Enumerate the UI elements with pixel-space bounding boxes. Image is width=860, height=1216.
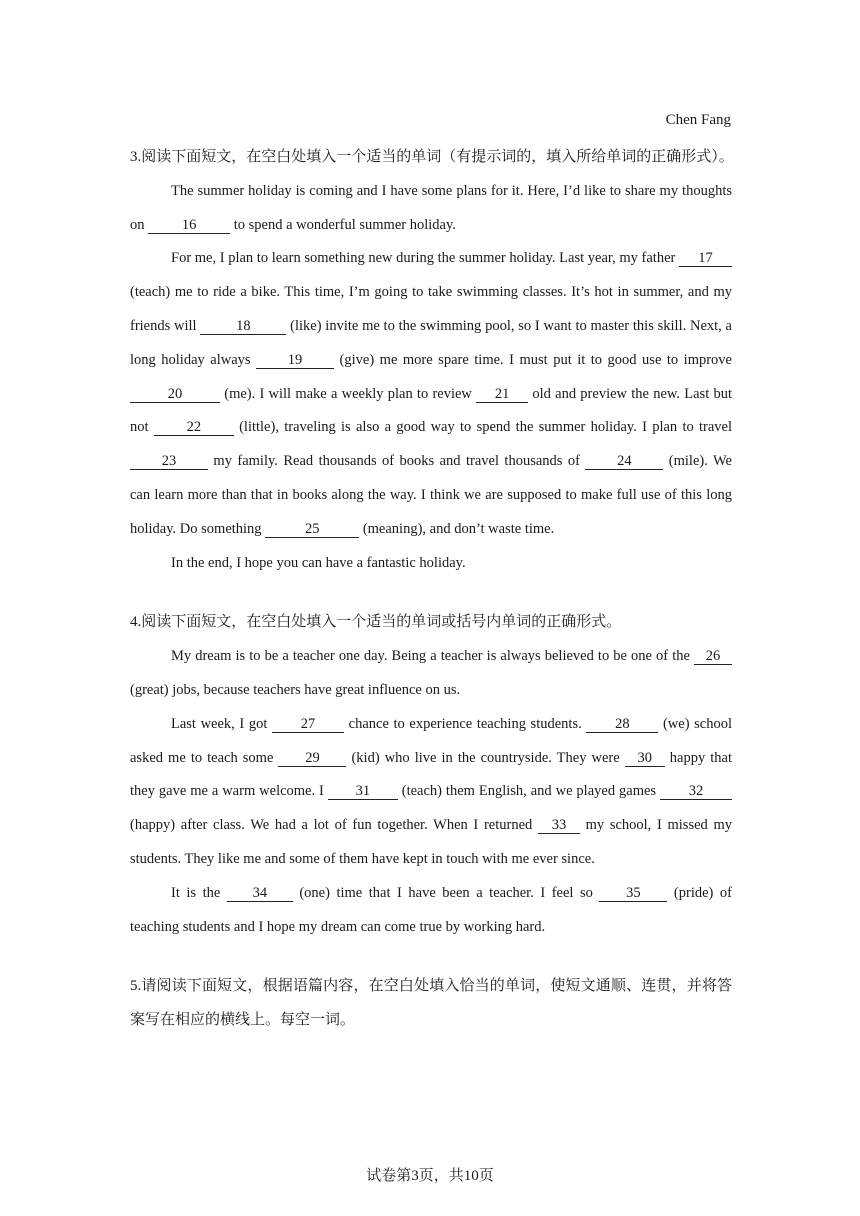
student-name: Chen Fang [665,112,731,128]
blank-20[interactable]: 20 [130,387,220,403]
blank-25[interactable]: 25 [265,522,359,538]
q4-paragraph-3: It is the 34 (one) time that I have been a teacher. I feel so 35 (pride) of teaching students and I hope my dream can come true by working hard. [130,884,732,935]
q4-paragraph-1: My dream is to be a teacher one day. Being a teacher is always believed to be one of the 26 (great) jobs, because teachers have great influence on us. [130,640,732,708]
blank-34[interactable]: 34 [227,886,293,902]
blank-17[interactable]: 17 [679,251,732,267]
q3-paragraph-3: In the end, I hope you can have a fantastic holiday. [171,554,466,571]
blank-35[interactable]: 35 [599,886,667,902]
blank-31[interactable]: 31 [328,784,398,800]
blank-24[interactable]: 24 [585,454,663,470]
blank-16[interactable]: 16 [148,218,230,234]
question-4-title: 4.阅读下面短文，在空白处填入一个适当的单词或括号内单词的正确形式。 [130,614,622,631]
question-3-title: 3.阅读下面短文，在空白处填入一个适当的单词（有提示词的，填入所给单词的正确形式）。 [130,149,734,165]
question-5-title: 5.请阅读下面短文，根据语篇内容，在空白处填入恰当的单词，使短文通顺、连贯，并将答案写在相应的横线上。每空一词。 [130,978,732,1029]
q3-paragraph-1: The summer holiday is coming and I have some plans for it. Here, I’d like to share my thoughts on 16 to spend a wonderful summer holiday. [130,182,732,233]
blank-27[interactable]: 27 [272,717,344,733]
blank-29[interactable]: 29 [278,751,346,767]
blank-28[interactable]: 28 [586,717,658,733]
blank-21[interactable]: 21 [476,387,528,403]
page-footer: 试卷第3页，共10页 [366,1168,494,1184]
blank-18[interactable]: 18 [200,319,286,335]
blank-23[interactable]: 23 [130,454,208,470]
blank-33[interactable]: 33 [538,818,580,834]
blank-30[interactable]: 30 [625,751,665,767]
blank-26[interactable]: 26 [694,649,732,665]
blank-32[interactable]: 32 [660,784,732,800]
blank-19[interactable]: 19 [256,353,334,369]
q3-paragraph-2: For me, I plan to learn something new during the summer holiday. Last year, my father 17 (teach) me to ride a bike. This time, I’m going to take swimming classes. It’s hot in summer, and my friends will 18 (like) invite me to the swimming pool, so I want to master this skill. Next, a long holiday always 19 (give) me more spare time. I must put it to good use to improve 20 (me). I will make a weekly plan to review 21 old and preview the new. Last but not 22 (little), traveling is also a good way to spend the summer holiday. I plan to travel 23 my family. Read thousands of books and travel thousands of 24 (mile). We can learn more than that in books along the way. I think we are supposed to make full use of this long holiday. Do something 25 (meaning), and don’t waste time. [130,250,733,537]
q4-paragraph-2: Last week, I got 27 chance to experience teaching students. 28 (we) school asked me to teach some 29 (kid) who live in the countryside. They were 30 happy that they gave me a warm welcome. I 31 (teach) them English, and we played games 32 (happy) after class. We had a lot of fun together. When I returned 33 my school, I missed my students. They like me and some of them have kept in touch with me ever since. [130,715,733,867]
exam-content [130,141,732,1038]
blank-22[interactable]: 22 [154,420,234,436]
